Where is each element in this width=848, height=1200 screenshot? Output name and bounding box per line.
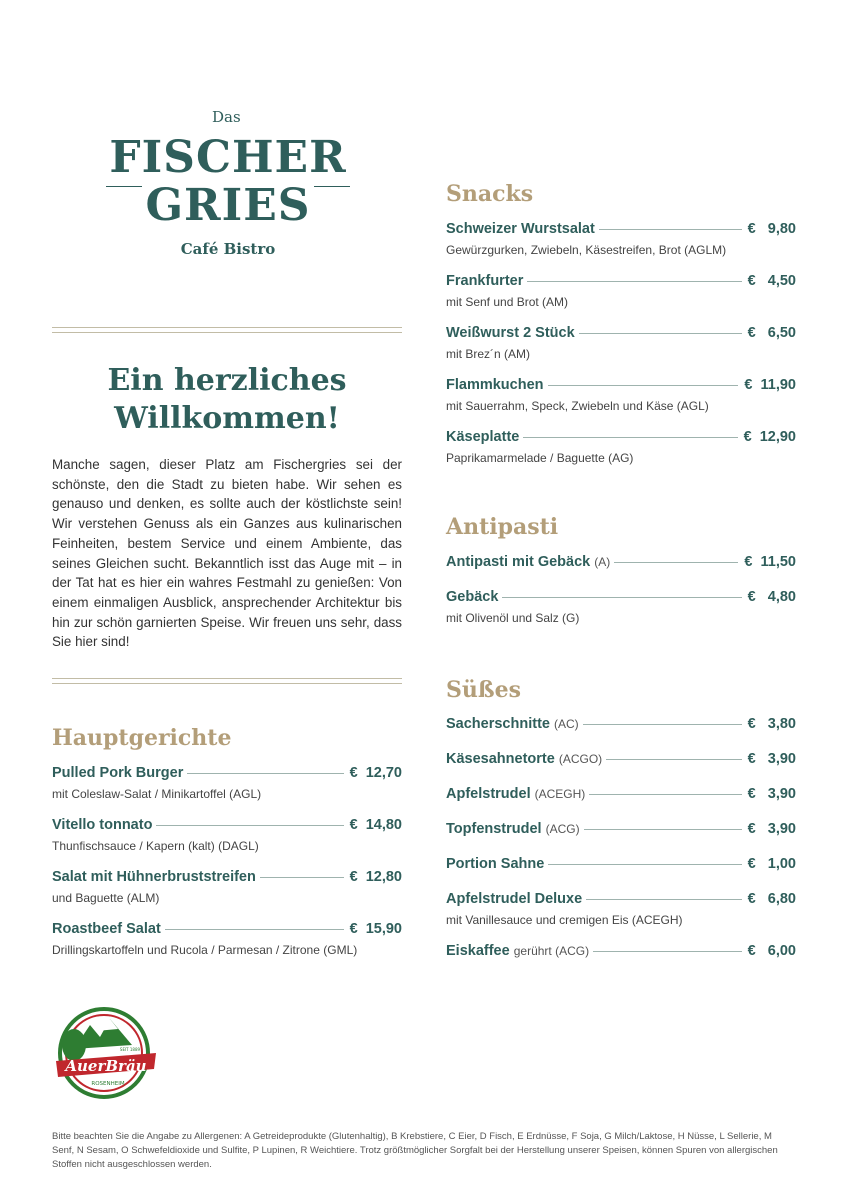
- menu-item-description: mit Vanillesauce und cremigen Eis (ACEGH): [446, 913, 683, 927]
- menu-item-description: mit Coleslaw-Salat / Minikartoffel (AGL): [52, 787, 262, 801]
- menu-item-allergens: (AC): [554, 717, 579, 731]
- welcome-title-line1: Ein herzliches: [107, 363, 347, 398]
- menu-item: [52, 765, 402, 801]
- menu-item-description: mit Senf und Brot (AM): [446, 295, 569, 309]
- auerbraeu-logo: [52, 1005, 162, 1101]
- menu-item: [446, 589, 796, 625]
- menu-item-price: € 12,80: [349, 869, 402, 885]
- menu-item-title: Antipasti mit Gebäck: [446, 554, 591, 570]
- menu-item-description: Gewürzgurken, Zwiebeln, Käsestreifen, Brot (AGLM): [446, 243, 727, 257]
- dotted-leader: [593, 951, 742, 952]
- menu-item: [52, 817, 402, 853]
- menu-item-title: Sacherschnitte: [446, 716, 550, 732]
- section-title-suesses: Süßes: [446, 677, 521, 703]
- brand-logo-name: AuerBräu: [65, 1057, 147, 1075]
- dotted-leader: [527, 281, 741, 282]
- menu-item-price: € 3,90: [747, 821, 796, 837]
- menu-item-title: Salat mit Hühnerbruststreifen: [52, 869, 256, 885]
- menu-item-name: [446, 273, 523, 289]
- logo-das: Das: [212, 108, 241, 126]
- menu-item: [446, 943, 796, 963]
- dotted-leader: [165, 929, 344, 930]
- allergen-note: Bitte beachten Sie die Angabe zu Allergenen: A Getreideprodukte (Glutenhaltig), B Krebstiere, C Eier, D Fisch, E Erdnüsse, F Soja, G Milch/Laktose, H Nüsse, L Sellerie, M Senf, N Sesam, O Schwefeldioxide und Sulfite, P Lupinen, R Weichtiere. Trotz größtmöglicher Sorgfalt bei der Herstellung unserer Speisen, können Spuren von allergischen Stoffen nicht ausgeschlossen werden.: [52, 1131, 778, 1170]
- menu-item-name: [446, 786, 585, 802]
- menu-item-description: Drillingskartoffeln und Rucola / Parmesan / Zitrone (GML): [52, 943, 358, 957]
- brand-logo-bottom: ROSENHEIM: [91, 1081, 125, 1087]
- dotted-leader: [156, 825, 343, 826]
- menu-item-name: [446, 891, 582, 907]
- menu-item-title: Apfelstrudel: [446, 786, 531, 802]
- menu-item-row: [446, 554, 796, 574]
- menu-item-name: [446, 751, 602, 767]
- menu-item-name: [52, 817, 152, 833]
- menu-item-price: € 4,80: [747, 589, 796, 605]
- menu-item-name: [446, 821, 580, 837]
- menu-item-title: Roastbeef Salat: [52, 921, 161, 937]
- menu-item-allergens: (A): [594, 555, 611, 569]
- logo-subtitle: Café Bistro: [180, 240, 276, 258]
- menu-item: [446, 751, 796, 771]
- logo-gries: GRIES: [145, 180, 311, 231]
- menu-item-allergens: (ACG): [545, 822, 580, 836]
- menu-item-title: Apfelstrudel Deluxe: [446, 891, 583, 907]
- menu-item-description: und Baguette (ALM): [52, 891, 160, 905]
- dotted-leader: [187, 773, 343, 774]
- section-title-hauptgerichte: Hauptgerichte: [52, 725, 232, 751]
- menu-item-price: € 6,50: [747, 325, 796, 341]
- menu-item-row: [446, 856, 796, 876]
- menu-item-row: [446, 377, 796, 397]
- brand-logo-top: SEIT 1889: [119, 1047, 141, 1052]
- menu-item-name: [446, 716, 579, 732]
- menu-item-title: Pulled Pork Burger: [52, 765, 184, 781]
- menu-item: [52, 921, 402, 957]
- menu-item-allergens: (ACGO): [558, 752, 603, 766]
- menu-item-price: € 12,70: [349, 765, 402, 781]
- section-title-snacks: Snacks: [446, 181, 534, 207]
- dotted-leader: [548, 864, 741, 865]
- menu-item-row: [446, 751, 796, 771]
- menu-item-price: € 3,90: [747, 786, 796, 802]
- menu-item-price: € 6,00: [747, 943, 796, 959]
- dotted-leader: [589, 794, 741, 795]
- menu-item-price: € 9,80: [747, 221, 796, 237]
- menu-item-name: [446, 221, 595, 237]
- dotted-leader: [584, 829, 742, 830]
- menu-item-name: [446, 377, 544, 393]
- menu-item-title: Schweizer Wurstsalat: [446, 221, 595, 237]
- menu-item-description: Thunfischsauce / Kapern (kalt) (DAGL): [52, 839, 259, 853]
- menu-item-row: [446, 716, 796, 736]
- divider-bottom: [52, 678, 402, 684]
- menu-item-name: [446, 429, 519, 445]
- menu-item-row: [446, 273, 796, 293]
- menu-item-allergens: (ACEGH): [534, 787, 586, 801]
- menu-item-title: Frankfurter: [446, 273, 524, 289]
- menu-item-row: [52, 817, 402, 837]
- dotted-leader: [586, 899, 741, 900]
- welcome-title: [52, 362, 402, 438]
- menu-item-name: [446, 856, 544, 872]
- menu-item-price: € 1,00: [747, 856, 796, 872]
- dotted-leader: [599, 229, 742, 230]
- welcome-title-line2: Willkommen!: [114, 401, 340, 436]
- menu-item-description: mit Brez´n (AM): [446, 347, 530, 361]
- menu-item-price: € 6,80: [747, 891, 796, 907]
- menu-item-title: Eiskaffee: [446, 943, 510, 959]
- menu-item-row: [446, 429, 796, 449]
- dotted-leader: [579, 333, 742, 334]
- logo-fischer: FISCHER: [109, 132, 347, 183]
- divider-top: [52, 327, 402, 333]
- menu-item-price: € 3,90: [747, 751, 796, 767]
- menu-item: [446, 273, 796, 309]
- menu-item-allergens: gerührt (ACG): [513, 944, 590, 958]
- menu-item-name: [52, 765, 183, 781]
- menu-item-price: € 11,50: [744, 554, 796, 570]
- menu-item-description: Paprikamarmelade / Baguette (AG): [446, 451, 634, 465]
- menu-item: [446, 325, 796, 361]
- menu-item-title: Käsesahnetorte: [446, 751, 555, 767]
- menu-item-price: € 4,50: [747, 273, 796, 289]
- dotted-leader: [548, 385, 739, 386]
- menu-item-name: [446, 943, 589, 959]
- menu-item-row: [446, 786, 796, 806]
- menu-item: [446, 821, 796, 841]
- dotted-leader: [606, 759, 741, 760]
- menu-item-name: [52, 869, 256, 885]
- dotted-leader: [614, 562, 738, 563]
- menu-item-title: Weißwurst 2 Stück: [446, 325, 575, 341]
- menu-item-name: [446, 325, 575, 341]
- menu-item: [446, 786, 796, 806]
- menu-item-name: [446, 554, 610, 570]
- menu-item-name: [446, 589, 498, 605]
- menu-item-description: mit Sauerrahm, Speck, Zwiebeln und Käse (AGL): [446, 399, 709, 413]
- menu-item-row: [52, 921, 402, 941]
- welcome-text: Manche sagen, dieser Platz am Fischergries sei der schönste, den die Stadt zu bieten habe. Wir sehen es genauso und denken, es sollte auch der köstlichste sein! Wir verstehen Genuss als ein Ganzes aus kulinarischen Feinheiten, bestem Service und einem Ambiente, das seines Gleichen sucht. Bekanntlich isst das Auge mit – in der Tat hat es hier ein wahres Festmahl zu genießen: Von einem einmaligen Ausblick, ansprechender Architektur bis hin zur schön garnierten Speise. Wir freuen uns sehr, dass Sie hier sind!: [52, 457, 402, 650]
- menu-item: [52, 869, 402, 905]
- menu-item-row: [446, 891, 796, 911]
- menu-item-price: € 12,90: [743, 429, 796, 445]
- section-title-antipasti: Antipasti: [446, 514, 559, 540]
- menu-item: [446, 891, 796, 927]
- menu-item: [446, 429, 796, 465]
- menu-item-row: [446, 325, 796, 345]
- menu-item-row: [52, 765, 402, 785]
- menu-item-title: Flammkuchen: [446, 377, 544, 393]
- menu-item-price: € 3,80: [747, 716, 796, 732]
- menu-item-price: € 11,90: [744, 377, 796, 393]
- menu-item: [446, 377, 796, 413]
- menu-item-description: mit Olivenöl und Salz (G): [446, 611, 580, 625]
- menu-item-price: € 14,80: [349, 817, 402, 833]
- menu-item-row: [446, 589, 796, 609]
- dotted-leader: [502, 597, 741, 598]
- menu-item-title: Gebäck: [446, 589, 499, 605]
- menu-item-title: Käseplatte: [446, 429, 520, 445]
- menu-item: [446, 221, 796, 257]
- menu-item-row: [446, 221, 796, 241]
- dotted-leader: [583, 724, 742, 725]
- menu-item-title: Topfenstrudel: [446, 821, 542, 837]
- dotted-leader: [523, 437, 737, 438]
- menu-item-row: [52, 869, 402, 889]
- menu-item-row: [446, 943, 796, 963]
- menu-item-price: € 15,90: [349, 921, 402, 937]
- menu-item: [446, 554, 796, 574]
- menu-item-row: [446, 821, 796, 841]
- menu-item-title: Portion Sahne: [446, 856, 545, 872]
- dotted-leader: [260, 877, 344, 878]
- menu-item-title: Vitello tonnato: [52, 817, 153, 833]
- menu-item: [446, 716, 796, 736]
- menu-item: [446, 856, 796, 876]
- menu-item-name: [52, 921, 161, 937]
